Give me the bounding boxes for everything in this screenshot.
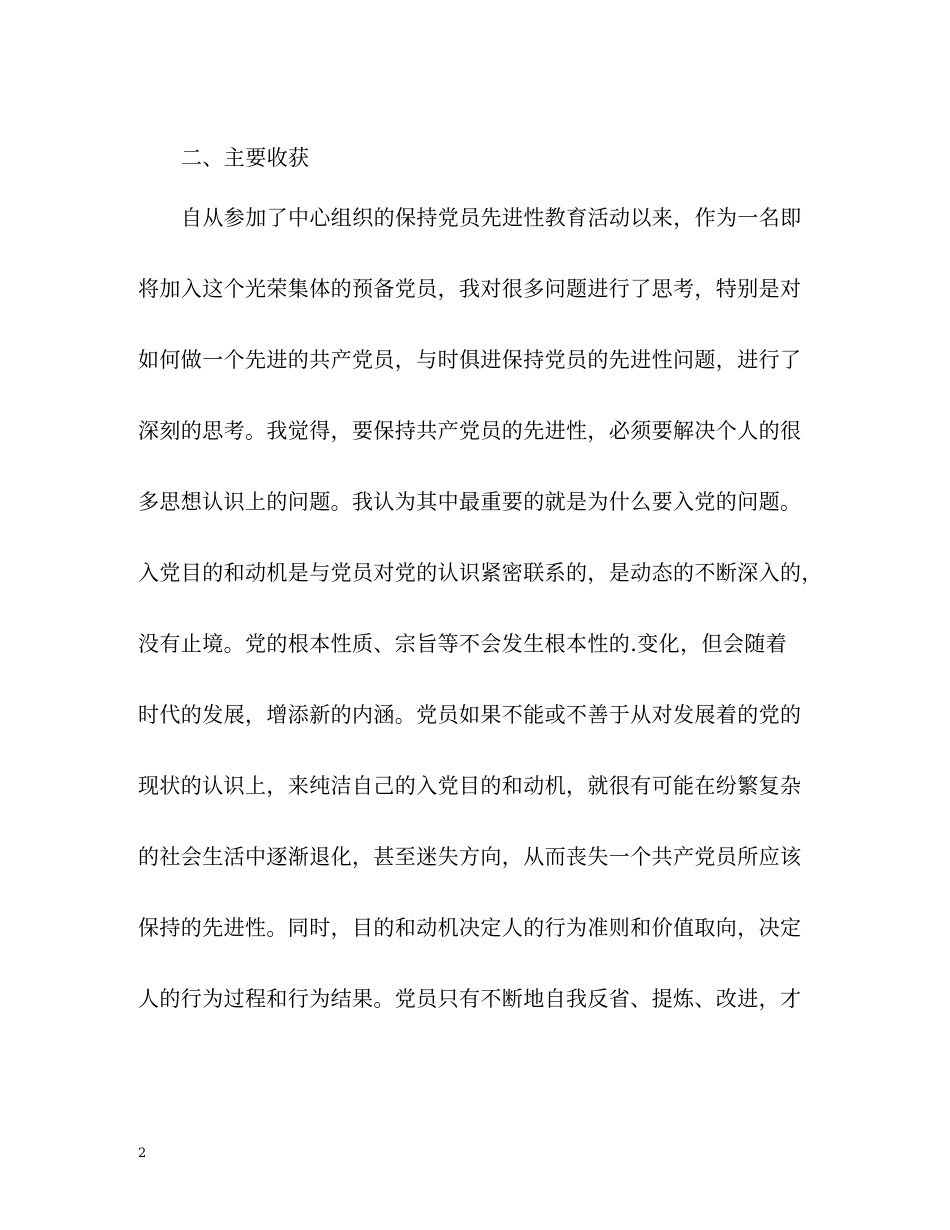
paragraph-line-1: 自从参加了中心组织的保持党员先进性教育活动以来，作为一名即 <box>181 206 802 230</box>
paragraph-line-2: 将加入这个光荣集体的预备党员，我对很多问题进行了思考，特别是对 <box>138 277 802 301</box>
paragraph-line-8: 时代的发展，增添新的内涵。党员如果不能或不善于从对发展着的党的 <box>138 703 802 727</box>
paragraph-line-5: 多思想认识上的问题。我认为其中最重要的就是为什么要入党的问题。 <box>138 490 802 514</box>
paragraph-line-9: 现状的认识上，来纯洁自己的入党目的和动机，就很有可能在纷繁复杂 <box>138 774 802 798</box>
paragraph-line-10: 的社会生活中逐渐退化，甚至迷失方向，从而丧失一个共产党员所应该 <box>138 845 802 869</box>
paragraph-line-4: 深刻的思考。我觉得，要保持共产党员的先进性，必须要解决个人的很 <box>138 419 802 443</box>
section-heading: 二、主要收获 <box>181 146 310 170</box>
page-number: 2 <box>138 1146 147 1161</box>
paragraph-line-7: 没有止境。党的根本性质、宗旨等不会发生根本性的.变化，但会随着 <box>138 632 788 656</box>
paragraph-line-3: 如何做一个先进的共产党员，与时俱进保持党员的先进性问题，进行了 <box>138 348 802 372</box>
paragraph-line-11: 保持的先进性。同时，目的和动机决定人的行为准则和价值取向，决定 <box>138 916 802 940</box>
paragraph-line-6: 入党目的和动机是与党员对党的认识紧密联系的，是动态的不断深入的， <box>138 561 823 585</box>
paragraph-line-12: 人的行为过程和行为结果。党员只有不断地自我反省、提炼、改进，才 <box>138 987 802 1011</box>
